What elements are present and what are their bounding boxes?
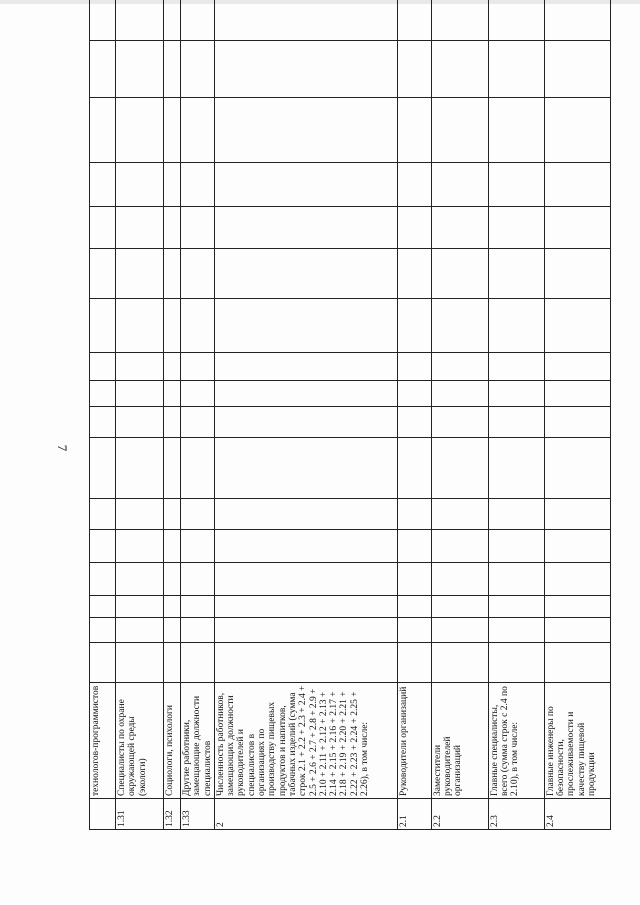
empty-data-cell[interactable] — [397, 98, 431, 163]
empty-data-cell[interactable] — [214, 41, 397, 98]
empty-data-cell[interactable] — [90, 249, 116, 299]
empty-data-cell[interactable] — [214, 530, 397, 563]
empty-data-cell[interactable] — [181, 618, 215, 643]
empty-data-cell[interactable] — [544, 407, 610, 438]
empty-data-cell[interactable] — [181, 353, 215, 381]
empty-data-cell[interactable] — [397, 563, 431, 596]
empty-data-cell[interactable] — [431, 643, 488, 683]
empty-data-cell[interactable] — [397, 643, 431, 683]
empty-data-cell[interactable] — [488, 563, 544, 596]
empty-data-cell[interactable] — [431, 596, 488, 618]
empty-data-cell[interactable] — [90, 353, 116, 381]
empty-data-cell[interactable] — [488, 381, 544, 407]
table-row — [90, 0, 116, 830]
empty-data-cell[interactable] — [181, 438, 215, 499]
empty-data-cell[interactable] — [544, 438, 610, 499]
empty-data-cell[interactable] — [214, 407, 397, 438]
empty-data-cell[interactable] — [116, 163, 164, 207]
empty-data-cell[interactable] — [488, 353, 544, 381]
empty-data-cell[interactable] — [116, 499, 164, 530]
row-number — [90, 799, 116, 830]
empty-data-cell[interactable] — [431, 249, 488, 299]
empty-data-cell[interactable] — [431, 207, 488, 249]
table-row — [544, 0, 610, 830]
empty-data-cell[interactable] — [488, 249, 544, 299]
empty-data-cell[interactable] — [90, 299, 116, 353]
row-number: 2.3 — [488, 799, 544, 830]
row-number: 2 — [214, 799, 397, 830]
empty-data-cell[interactable] — [164, 596, 181, 618]
empty-data-cell[interactable] — [116, 618, 164, 643]
empty-data-cell[interactable] — [214, 207, 397, 249]
empty-data-cell[interactable] — [431, 618, 488, 643]
empty-data-cell[interactable] — [181, 0, 215, 41]
empty-data-cell[interactable] — [488, 98, 544, 163]
empty-data-cell[interactable] — [544, 41, 610, 98]
empty-data-cell[interactable] — [164, 98, 181, 163]
row-name: Заместители руководителей организаций — [431, 683, 488, 799]
empty-data-cell[interactable] — [164, 41, 181, 98]
empty-data-cell[interactable] — [181, 249, 215, 299]
empty-data-cell[interactable] — [90, 643, 116, 683]
empty-data-cell[interactable] — [544, 643, 610, 683]
empty-data-cell[interactable] — [544, 299, 610, 353]
empty-data-cell[interactable] — [397, 407, 431, 438]
empty-data-cell[interactable] — [544, 98, 610, 163]
empty-data-cell[interactable] — [164, 407, 181, 438]
empty-data-cell[interactable] — [164, 530, 181, 563]
empty-data-cell[interactable] — [488, 499, 544, 530]
empty-data-cell[interactable] — [164, 563, 181, 596]
empty-data-cell[interactable] — [544, 596, 610, 618]
empty-data-cell[interactable] — [488, 0, 544, 41]
empty-data-cell[interactable] — [214, 0, 397, 41]
staffing-table — [89, 0, 611, 830]
empty-data-cell[interactable] — [181, 163, 215, 207]
empty-data-cell[interactable] — [116, 596, 164, 618]
empty-data-cell[interactable] — [164, 353, 181, 381]
empty-data-cell[interactable] — [431, 163, 488, 207]
empty-data-cell[interactable] — [164, 438, 181, 499]
empty-data-cell[interactable] — [544, 163, 610, 207]
empty-data-cell[interactable] — [90, 407, 116, 438]
table-row — [431, 0, 488, 830]
empty-data-cell[interactable] — [90, 499, 116, 530]
empty-data-cell[interactable] — [214, 98, 397, 163]
empty-data-cell[interactable] — [431, 563, 488, 596]
table-row — [116, 0, 164, 830]
empty-data-cell[interactable] — [397, 299, 431, 353]
empty-data-cell[interactable] — [214, 563, 397, 596]
empty-data-cell[interactable] — [488, 530, 544, 563]
empty-data-cell[interactable] — [488, 438, 544, 499]
empty-data-cell[interactable] — [90, 530, 116, 563]
empty-data-cell[interactable] — [164, 643, 181, 683]
empty-data-cell[interactable] — [214, 299, 397, 353]
empty-data-cell[interactable] — [116, 98, 164, 163]
empty-data-cell[interactable] — [544, 618, 610, 643]
empty-data-cell[interactable] — [397, 0, 431, 41]
page-number: 7 — [55, 444, 70, 452]
empty-data-cell[interactable] — [164, 299, 181, 353]
empty-data-cell[interactable] — [116, 0, 164, 41]
empty-data-cell[interactable] — [214, 596, 397, 618]
empty-data-cell[interactable] — [431, 0, 488, 41]
empty-data-cell[interactable] — [90, 381, 116, 407]
empty-data-cell[interactable] — [116, 207, 164, 249]
row-name: Главные инженеры по безопасности, прослеживаемости и качеству пищевой продукции — [544, 683, 610, 799]
rotated-table-container — [89, 60, 598, 830]
empty-data-cell[interactable] — [181, 207, 215, 249]
empty-data-cell[interactable] — [431, 299, 488, 353]
row-name: Численность работников, замещающих должности руководителей и специалистов в организациях по производству пищевых продуктов и напитков, табачных изделий (сумма строк 2.1 + 2.2 + 2.3 + 2.4 + 2.5 + 2.6 + 2.7 + 2.8 + 2.9 + 2.10 + 2.11 + 2.12 + 2.13 + 2.14 + 2.15 + 2.16 + 2.17 + 2.18 + 2.19 + 2.20 + 2.21 + 2.22 + 2.23 + 2.24 + 2.25 + 2.26), в том числе: — [214, 683, 397, 799]
empty-data-cell[interactable] — [488, 207, 544, 249]
row-number: 2.2 — [431, 799, 488, 830]
empty-data-cell[interactable] — [181, 299, 215, 353]
empty-data-cell[interactable] — [90, 0, 116, 41]
empty-data-cell[interactable] — [397, 499, 431, 530]
empty-data-cell[interactable] — [544, 207, 610, 249]
row-name: Другие работники, замещающие должности специалистов — [181, 683, 215, 799]
empty-data-cell[interactable] — [431, 41, 488, 98]
empty-data-cell[interactable] — [544, 0, 610, 41]
empty-data-cell[interactable] — [544, 249, 610, 299]
empty-data-cell[interactable] — [544, 563, 610, 596]
empty-data-cell[interactable] — [431, 438, 488, 499]
empty-data-cell[interactable] — [90, 98, 116, 163]
row-number: 1.31 — [116, 799, 164, 830]
empty-data-cell[interactable] — [164, 249, 181, 299]
empty-data-cell[interactable] — [488, 596, 544, 618]
table-row — [164, 0, 181, 830]
empty-data-cell[interactable] — [397, 381, 431, 407]
empty-data-cell[interactable] — [164, 618, 181, 643]
table-body — [90, 0, 611, 830]
empty-data-cell[interactable] — [164, 499, 181, 530]
empty-data-cell[interactable] — [214, 163, 397, 207]
empty-data-cell[interactable] — [431, 407, 488, 438]
empty-data-cell[interactable] — [214, 249, 397, 299]
empty-data-cell[interactable] — [431, 381, 488, 407]
empty-data-cell[interactable] — [431, 98, 488, 163]
empty-data-cell[interactable] — [90, 207, 116, 249]
empty-data-cell[interactable] — [90, 438, 116, 499]
empty-data-cell[interactable] — [90, 563, 116, 596]
empty-data-cell[interactable] — [116, 249, 164, 299]
empty-data-cell[interactable] — [181, 596, 215, 618]
row-number: 1.33 — [181, 799, 215, 830]
empty-data-cell[interactable] — [214, 353, 397, 381]
empty-data-cell[interactable] — [116, 353, 164, 381]
table-row — [397, 0, 431, 830]
row-name: технологов-программистов — [90, 683, 116, 799]
row-number: 2.4 — [544, 799, 610, 830]
empty-data-cell[interactable] — [164, 0, 181, 41]
empty-data-cell[interactable] — [116, 299, 164, 353]
empty-data-cell[interactable] — [90, 596, 116, 618]
empty-data-cell[interactable] — [544, 381, 610, 407]
empty-data-cell[interactable] — [397, 249, 431, 299]
empty-data-cell[interactable] — [116, 643, 164, 683]
empty-data-cell[interactable] — [181, 530, 215, 563]
empty-data-cell[interactable] — [181, 407, 215, 438]
empty-data-cell[interactable] — [90, 41, 116, 98]
empty-data-cell[interactable] — [544, 353, 610, 381]
empty-data-cell[interactable] — [397, 438, 431, 499]
empty-data-cell[interactable] — [116, 563, 164, 596]
empty-data-cell[interactable] — [397, 353, 431, 381]
empty-data-cell[interactable] — [116, 381, 164, 407]
empty-data-cell[interactable] — [397, 596, 431, 618]
empty-data-cell[interactable] — [214, 643, 397, 683]
table-row — [488, 0, 544, 830]
empty-data-cell[interactable] — [544, 530, 610, 563]
empty-data-cell[interactable] — [214, 499, 397, 530]
empty-data-cell[interactable] — [488, 299, 544, 353]
empty-data-cell[interactable] — [116, 530, 164, 563]
empty-data-cell[interactable] — [181, 98, 215, 163]
empty-data-cell[interactable] — [431, 499, 488, 530]
empty-data-cell[interactable] — [181, 381, 215, 407]
empty-data-cell[interactable] — [431, 353, 488, 381]
empty-data-cell[interactable] — [164, 163, 181, 207]
empty-data-cell[interactable] — [214, 438, 397, 499]
empty-data-cell[interactable] — [116, 41, 164, 98]
empty-data-cell[interactable] — [488, 643, 544, 683]
empty-data-cell[interactable] — [397, 41, 431, 98]
empty-data-cell[interactable] — [90, 163, 116, 207]
empty-data-cell[interactable] — [116, 438, 164, 499]
empty-data-cell[interactable] — [488, 163, 544, 207]
row-name: Руководители организаций — [397, 683, 431, 799]
empty-data-cell[interactable] — [488, 618, 544, 643]
row-number: 1.32 — [164, 799, 181, 830]
empty-data-cell[interactable] — [397, 618, 431, 643]
row-name: Главные специалисты, всего (сумма строк с 2.4 по 2.10), в том числе: — [488, 683, 544, 799]
row-name: Специалисты по охране окружающей среды (экологи) — [116, 683, 164, 799]
table-row — [214, 0, 397, 830]
table-row — [181, 0, 215, 830]
empty-data-cell[interactable] — [164, 207, 181, 249]
empty-data-cell[interactable] — [397, 530, 431, 563]
empty-data-cell[interactable] — [214, 381, 397, 407]
row-number: 2.1 — [397, 799, 431, 830]
empty-data-cell[interactable] — [397, 163, 431, 207]
empty-data-cell[interactable] — [544, 499, 610, 530]
row-name: Социологи, психологи — [164, 683, 181, 799]
empty-data-cell[interactable] — [164, 381, 181, 407]
empty-data-cell[interactable] — [214, 618, 397, 643]
empty-data-cell[interactable] — [90, 618, 116, 643]
empty-data-cell[interactable] — [488, 407, 544, 438]
empty-data-cell[interactable] — [181, 643, 215, 683]
empty-data-cell[interactable] — [181, 41, 215, 98]
empty-data-cell[interactable] — [397, 207, 431, 249]
empty-data-cell[interactable] — [431, 530, 488, 563]
empty-data-cell[interactable] — [181, 563, 215, 596]
empty-data-cell[interactable] — [181, 499, 215, 530]
empty-data-cell[interactable] — [116, 407, 164, 438]
empty-data-cell[interactable] — [488, 41, 544, 98]
